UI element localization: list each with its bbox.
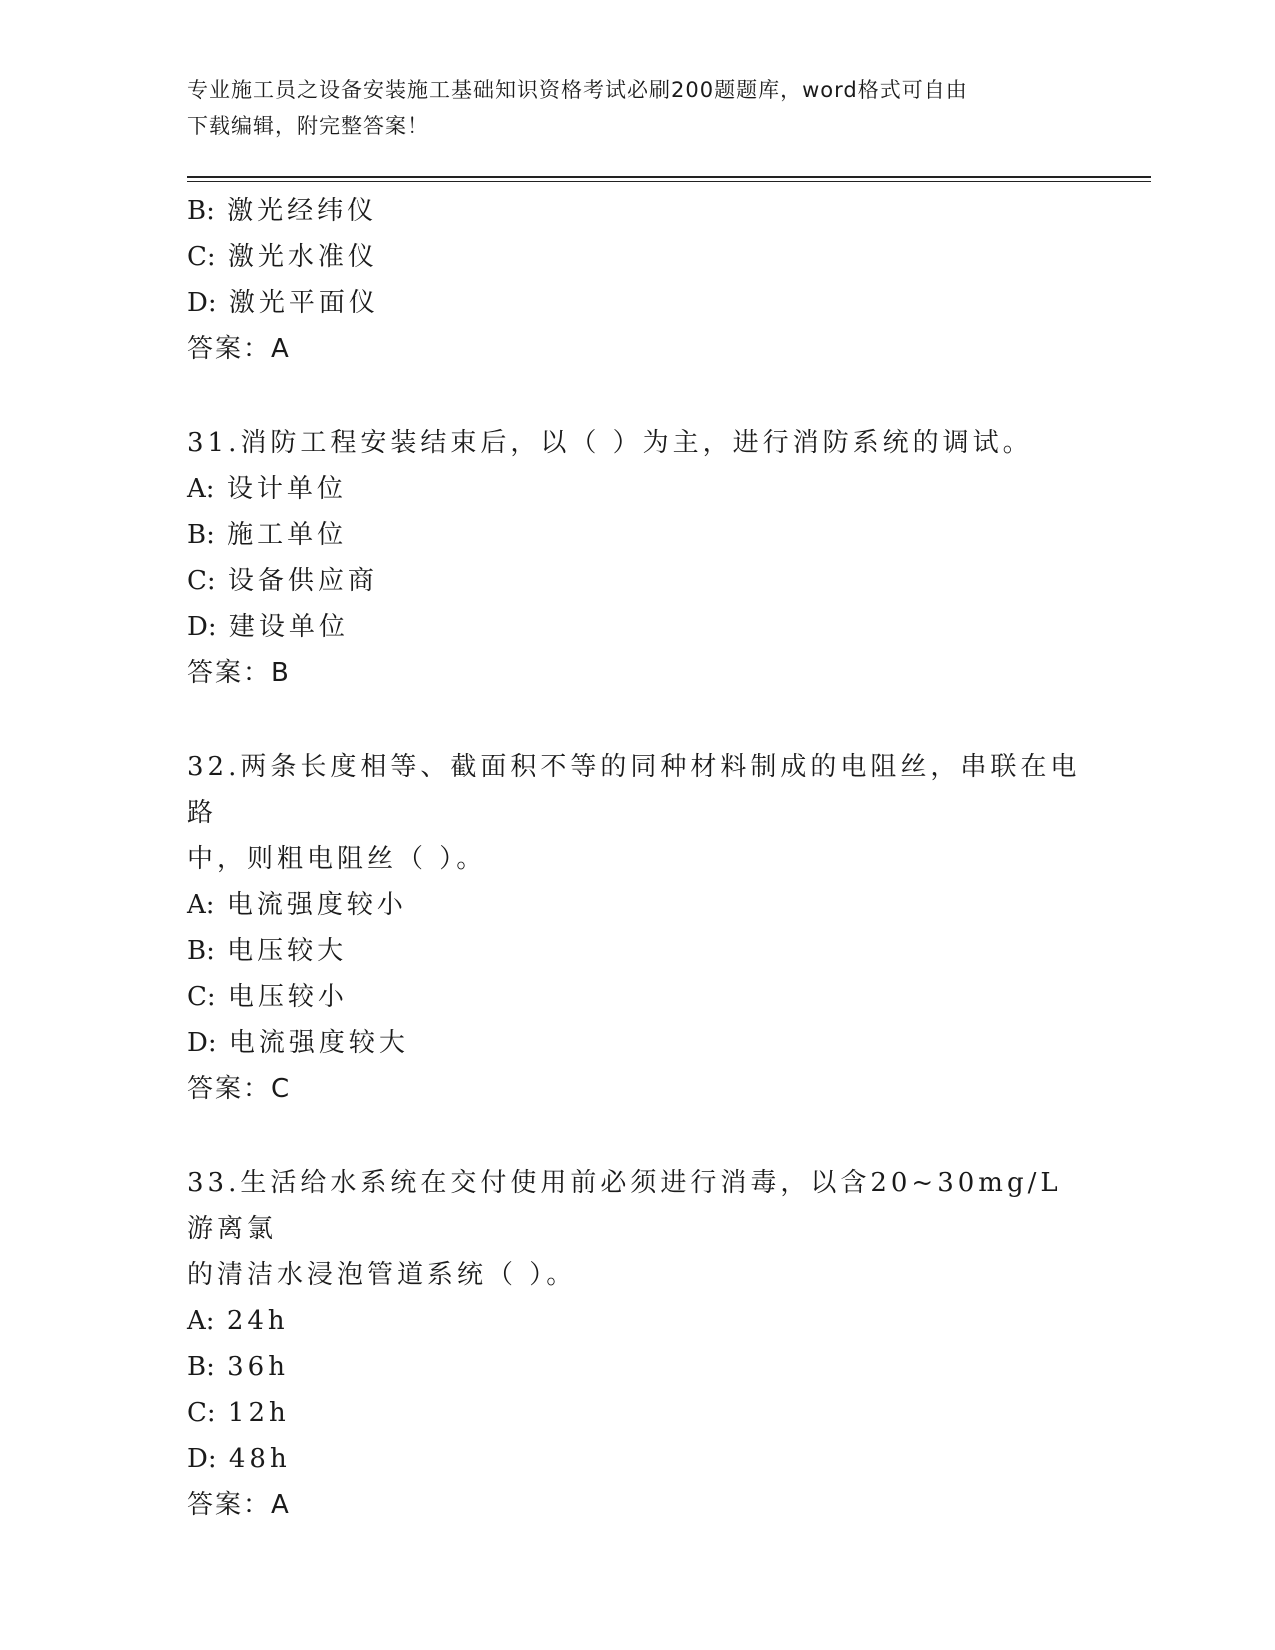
question-stem: 33.生活给水系统在交付使用前必须进行消毒，以含20~30mg/L游离氯 的清洁水浸泡管道系统（ ）。: [187, 1168, 1062, 1290]
question-stem: 32.两条长度相等、截面积不等的同种材料制成的电阻丝，串联在电路 中，则粗电阻丝（ ）。: [187, 752, 1081, 874]
answer-line: 答案：C: [187, 1074, 292, 1104]
option-a: A: 24h: [187, 1306, 289, 1336]
answer-line: 答案：A: [187, 334, 291, 364]
option-c: C: 电压较小: [187, 982, 348, 1012]
question-content: [187, 188, 1087, 1528]
option-a: A: 设计单位: [187, 474, 347, 504]
option-d: D: 激光平面仪: [187, 288, 379, 318]
option-b: B: 36h: [187, 1352, 289, 1382]
option-d: D: 电流强度较大: [187, 1028, 409, 1058]
answer-line: 答案：A: [187, 1490, 291, 1520]
option-c: C: 激光水准仪: [187, 242, 378, 272]
previous-question-block: [187, 188, 1087, 372]
question-32: [187, 744, 1087, 1112]
option-b: B: 电压较大: [187, 936, 348, 966]
option-a: A: 电流强度较小: [187, 890, 407, 920]
header-line-1: 专业施工员之设备安装施工基础知识资格考试必刷200题题库，word格式可自由: [187, 78, 968, 102]
option-c: C: 设备供应商: [187, 566, 378, 596]
option-b: B: 施工单位: [187, 520, 348, 550]
question-33: [187, 1160, 1087, 1528]
answer-line: 答案：B: [187, 658, 291, 688]
option-d: D: 48h: [187, 1444, 291, 1474]
header-divider: [187, 176, 1151, 182]
header-line-2: 下载编辑，附完整答案！: [187, 114, 429, 138]
page-header: [187, 72, 1067, 144]
option-b: B: 激光经纬仪: [187, 196, 378, 226]
question-stem: 31.消防工程安装结束后，以（ ）为主，进行消防系统的调试。: [187, 428, 1033, 458]
question-31: [187, 420, 1087, 696]
option-c: C: 12h: [187, 1398, 290, 1428]
option-d: D: 建设单位: [187, 612, 349, 642]
